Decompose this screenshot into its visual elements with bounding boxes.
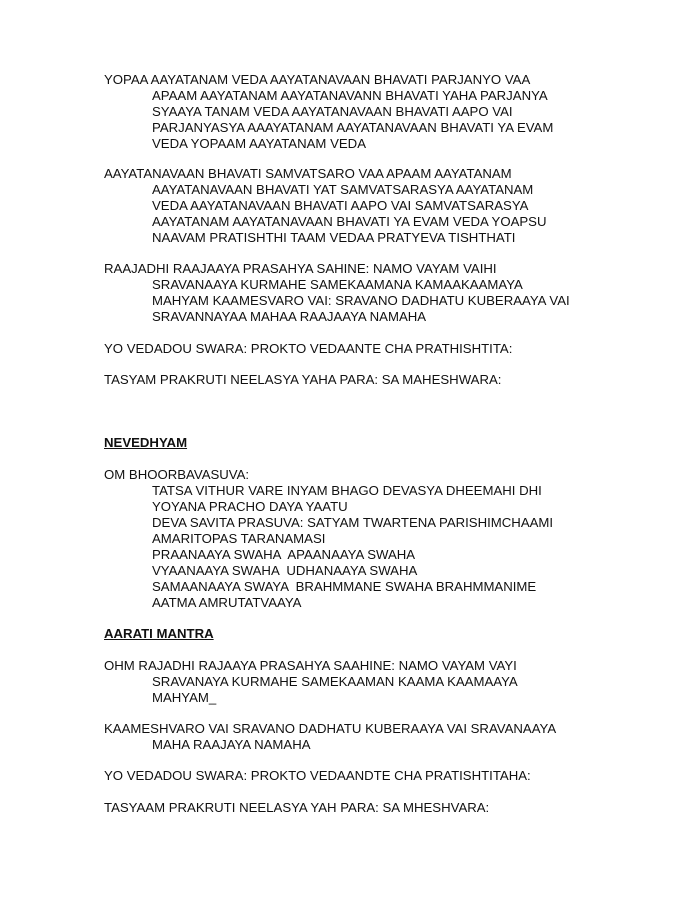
text-line: MAHYAM KAAMESVARO VAI: SRAVANO DADHATU KUBERAAYA VAI	[152, 293, 570, 308]
text-line: SRAVANNAYAA MAHAA RAAJAAYA NAMAHA	[152, 309, 427, 324]
paragraph-7	[104, 658, 664, 706]
paragraph-4	[104, 341, 664, 357]
text-line: AAYATANAVAAN BHAVATI SAMVATSARO VAA APAAM AAYATANAM	[104, 166, 512, 181]
text-line: YOYANA PRACHO DAYA YAATU	[152, 499, 348, 514]
paragraph-5	[104, 372, 664, 388]
text-line: YO VEDADOU SWARA: PROKTO VEDAANTE CHA PRATHISHTITA:	[104, 341, 513, 356]
paragraph-9	[104, 768, 664, 784]
text-line: NAAVAM PRATISHTHI TAAM VEDAA PRATYEVA TISHTHATI	[152, 230, 516, 245]
text-line: DEVA SAVITA PRASUVA: SATYAM TWARTENA PARISHIMCHAAMI	[152, 515, 554, 530]
text-line: OHM RAJADHI RAJAAYA PRASAHYA SAAHINE: NAMO VAYAM VAYI	[104, 658, 517, 673]
text-line: VYAANAAYA SWAHA UDHANAAYA SWAHA	[152, 563, 418, 578]
text-line: SRAVANAAYA KURMAHE SAMEKAAMANA KAMAAKAAMAYA	[152, 277, 523, 292]
text-line: TASYAAM PRAKRUTI NEELASYA YAH PARA: SA MHESHVARA:	[104, 800, 490, 815]
text-line: AMARITOPAS TARANAMASI	[152, 531, 326, 546]
paragraph-8	[104, 721, 664, 753]
paragraph-2	[104, 166, 664, 246]
text-line: VEDA AAYATANAVAAN BHAVATI AAPO VAI SAMVATSARASYA	[152, 198, 529, 213]
paragraph-6	[104, 467, 664, 611]
text-line: OM BHOORBAVASUVA:	[104, 467, 250, 482]
heading-text: AARATI MANTRA	[104, 626, 214, 641]
text-line: APAAM AAYATANAM AAYATANAVANN BHAVATI YAHA PARJANYA	[152, 88, 548, 103]
text-line: SAMAANAAYA SWAYA BRAHMMANE SWAHA BRAHMMANIME	[152, 579, 537, 594]
text-line: SRAVANAYA KURMAHE SAMEKAAMAN KAAMA KAAMAAYA	[152, 674, 518, 689]
text-line: AATMA AMRUTATVAAYA	[152, 595, 302, 610]
text-line: AAYATANAM AAYATANAVAAN BHAVATI YA EVAM VEDA YOAPSU	[152, 214, 547, 229]
text-line: YO VEDADOU SWARA: PROKTO VEDAANDTE CHA PRATISHTITAHA:	[104, 768, 531, 783]
text-line: VEDA YOPAAM AAYATANAM VEDA	[152, 136, 366, 151]
text-line: YOPAA AAYATANAM VEDA AAYATANAVAAN BHAVATI PARJANYO VAA	[104, 72, 531, 87]
text-line: TASYAM PRAKRUTI NEELASYA YAHA PARA: SA MAHESHWARA:	[104, 372, 502, 387]
text-line: AAYATANAVAAN BHAVATI YAT SAMVATSARASYA AAYATANAM	[152, 182, 534, 197]
text-line: SYAAYA TANAM VEDA AAYATANAVAAN BHAVATI AAPO VAI	[152, 104, 513, 119]
text-line: MAHA RAAJAYA NAMAHA	[152, 737, 311, 752]
paragraph-10	[104, 800, 664, 816]
text-line: RAAJADHI RAAJAAYA PRASAHYA SAHINE: NAMO VAYAM VAIHI	[104, 261, 497, 276]
paragraph-1	[104, 72, 664, 152]
text-line: MAHYAM_	[152, 690, 217, 705]
text-line: PRAANAAYA SWAHA APAANAAYA SWAHA	[152, 547, 416, 562]
text-line: KAAMESHVARO VAI SRAVANO DADHATU KUBERAAYA VAI SRAVANAAYA	[104, 721, 557, 736]
text-line: PARJANYASYA AAAYATANAM AAYATANAVAAN BHAVATI YA EVAM	[152, 120, 554, 135]
text-line: TATSA VITHUR VARE INYAM BHAGO DEVASYA DHEEMAHI DHI	[152, 483, 542, 498]
section-heading-aarati-mantra	[104, 626, 664, 642]
paragraph-3	[104, 261, 664, 325]
heading-text: NEVEDHYAM	[104, 435, 188, 450]
section-heading-nevedhyam	[104, 435, 664, 451]
